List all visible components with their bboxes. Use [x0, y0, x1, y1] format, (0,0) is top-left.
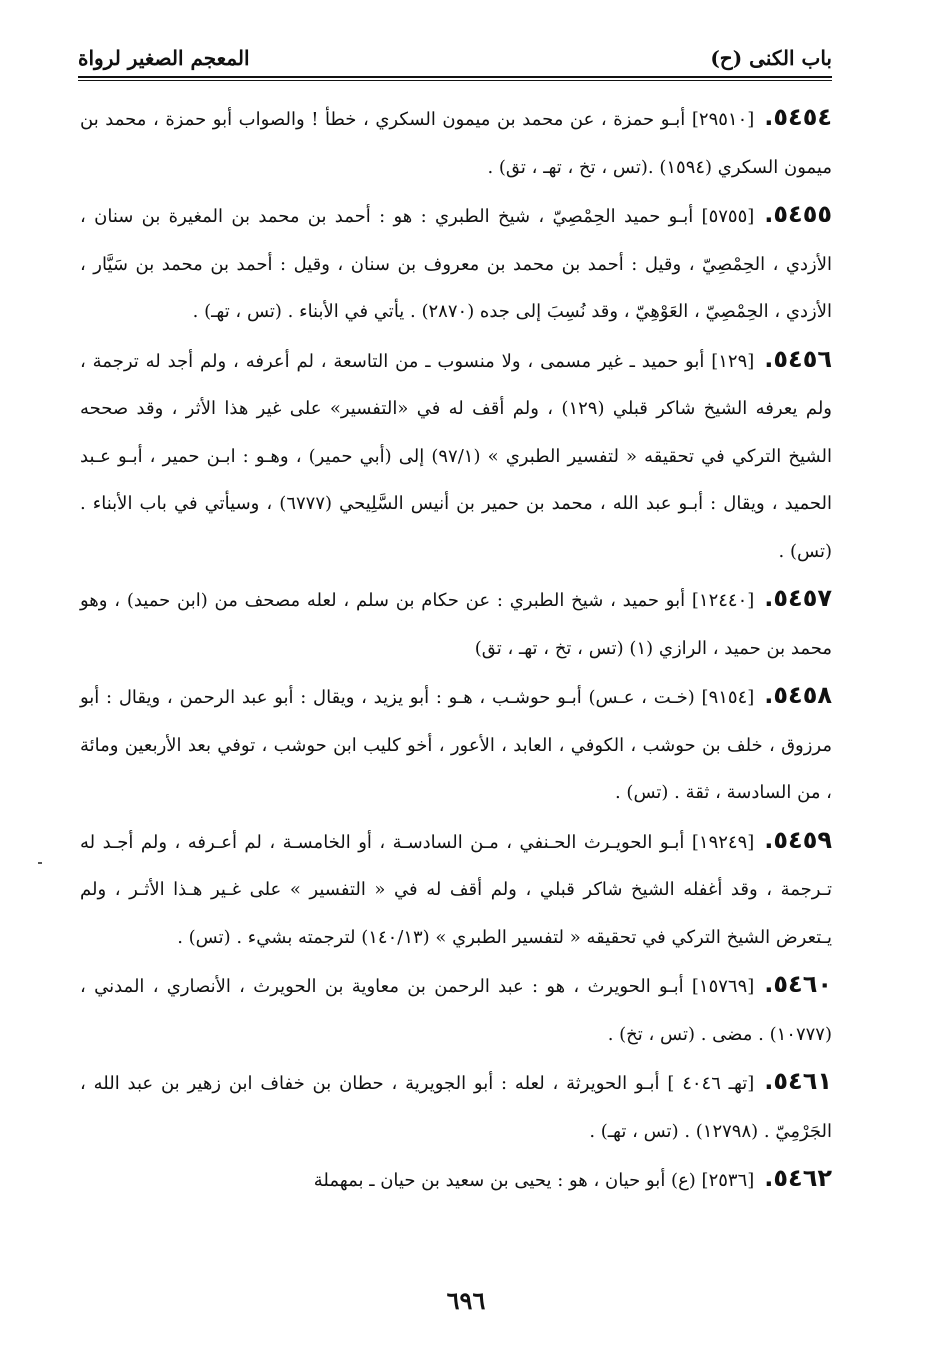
entry-number: ٥٤٥٨. [764, 681, 832, 709]
entry-5454 [80, 94, 832, 191]
entry-5456 [80, 336, 832, 576]
entry-5458 [80, 672, 832, 817]
entry-5461 [80, 1058, 832, 1155]
entry-number: ٥٤٥٥. [764, 200, 832, 228]
entry-5459 [80, 817, 832, 962]
entry-5460 [80, 961, 832, 1058]
chapter-title: باب الكنى (ح) [710, 46, 832, 70]
entry-text: [١٥٧٦٩] أبـو الحويرث ، هو : عبد الرحمن بن معاوية بن الحويرث ، الأنصاري ، المدني ، (١٠٧٧٧) . مضى . (تس ، تخ) . [80, 976, 832, 1045]
entry-text: [١٢٤٤٠] أبو حميد ، شيخ الطبري : عن حكام بن سلم ، لعله مصحف من (ابن حميد) ، وهو محمد بن حميد ، الرازي (١) (تس ، تخ ، تهـ ، تق) [80, 590, 832, 659]
entry-number: ٥٤٦٠. [764, 970, 832, 998]
entry-text: [١٩٢٤٩] أبـو الحويـرث الحـنفي ، مـن السادسـة ، أو الخامسـة ، لم أعـرفه ، ولم أجـد له تـرجمة ، وقد أغفله الشيخ شاكر قبلي ، ولم أقف له في « التفسير » على غـير هـذا الأثـر ، ولم يـتعرض الشيخ التركي في تحقيقه « لتفسير الطبري » (١٤٠/١٣) لترجمته بشيء . (تس) . [80, 831, 832, 948]
entries-list [80, 94, 832, 1205]
page-number: ٦٩٦ [446, 1286, 486, 1315]
book-title: المعجم الصغير لرواة [78, 46, 250, 70]
entry-number: ٥٤٥٤. [764, 103, 832, 131]
entry-number: ٥٤٥٩. [764, 825, 832, 854]
entry-5457 [80, 575, 832, 672]
scan-speck [38, 862, 42, 864]
entry-text: [١٢٩] أبو حميد ـ غير مسمى ، ولا منسوب ـ من التاسعة ، لم أعرفه ، ولم أجد له ترجمة ، ولم يعرفه الشيخ شاكر قبلي (١٢٩) ، ولم أقف له في «التفسير» على غير هذا الأثر ، وقد صححه الشيخ التركي في تحقيقه « لتفسير الطبري » (٩٧/١) إلى (أبي حمير) ، وهـو : ابـن حمير ، أبـو عـبد الحميد ، ويقال : أبـو عبد الله ، محمد بن حمير بن أنيس السَّلِيحي (٦٧٧٧) ، وسيأتي في باب الأبناء . (تس) . [80, 350, 832, 562]
entry-5462 [80, 1155, 832, 1205]
entry-text: [٥٧٥٥] أبـو حميد الحِمْصِيّ ، شيخ الطبري : هو : أحمد بن محمد بن المغيرة بن سنان ، الأزدي ، الحِمْصِيّ ، وقيل : أحمد بن محمد بن معروف بن سنان ، وقيل : أحمد بن محمد بن سَيَّار ، الأزدي ، الحِمْصِيّ ، العَوْهِيّ ، وقد نُسِبَ إلى جده (٢٨٧٠) . يأتي في الأبناء . (تس ، تهـ) . [80, 206, 832, 322]
header-rule [78, 76, 832, 81]
entry-number: ٥٤٥٦. [764, 344, 832, 373]
running-header [78, 38, 832, 70]
entry-number: ٥٤٦١. [764, 1067, 832, 1095]
entry-text: [٢٥٣٦] (ع) أبو حيان ، هو : يحيى بن سعيد بن حيان ـ بمهملة [313, 1170, 755, 1191]
entry-number: ٥٤٥٧. [764, 584, 832, 612]
entry-5455 [80, 191, 832, 336]
entry-text: [٢٩٥١٠] أبـو حمزة ، عن محمد بن ميمون السكري ، خطأ ! والصواب أبو حمزة ، محمد بن ميمون السكري (١٥٩٤) .(تس ، تخ ، تهـ ، تق) . [80, 109, 832, 178]
entry-text: [تهـ ٤٠٤٦ ] أبـو الحويرثة ، لعله : أبو الجويرية ، حطان بن خفاف ابن زهير بن عبد الله ، الجَرْمِيّ . (١٢٧٩٨) . (تس ، تهـ) . [80, 1073, 832, 1142]
entry-text: [٩١٥٤] (خـت ، عـس) أبـو حوشـب ، هـو : أبو يزيد ، ويقال : أبو عبد الرحمن ، ويقال : أبو مرزوق ، خلف بن حوشب ، الكوفي ، العابد ، الأعور ، أخو كليب ابن حوشب ، توفي بعد الأربعين ومائة ، من السادسة ، ثقة . (تس) . [80, 687, 832, 803]
entry-number: ٥٤٦٢. [764, 1164, 832, 1192]
